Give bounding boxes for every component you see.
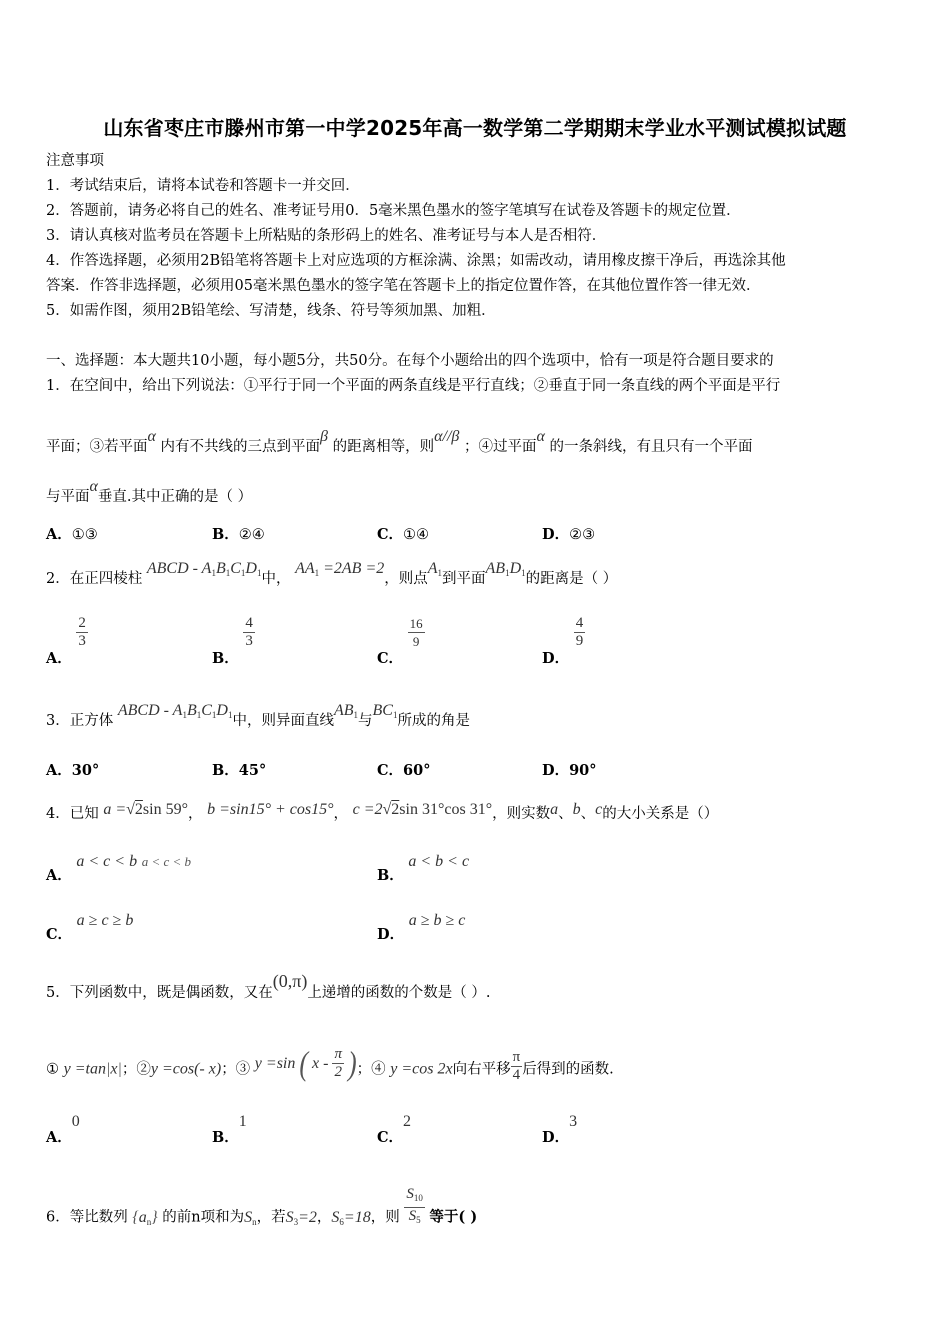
q3-option-d[interactable]: D．90° xyxy=(542,762,597,779)
s3-value: $S_3=2$ xyxy=(285,1208,317,1227)
q1-text-2c: 的距离相等，则 xyxy=(332,439,435,455)
q3-option-b[interactable]: B．45° xyxy=(212,762,267,779)
q2-text-e: 的距离是（ ） xyxy=(525,571,618,587)
q1-line-3 xyxy=(46,478,253,506)
q1-text-2b: 内有不共线的三点到平面 xyxy=(160,439,321,455)
page-title: 山东省枣庄市滕州市第一中学2025年高一数学第二学期期末学业水平测试模拟试题 xyxy=(103,116,847,140)
prism-name: ABCD - $A_1B_1C_1D_1$ xyxy=(146,560,262,578)
q4-number: 4． xyxy=(46,806,70,822)
q3-text-a: 正方体 xyxy=(69,713,114,729)
q2-option-d[interactable]: D． $\frac{4}{9}$ xyxy=(542,615,584,667)
point-a1: $A_1$ xyxy=(427,560,443,578)
notice-item-5: 5．如需作图，须用2B铅笔绘、写清楚，线条、符号等须加黑、加粗． xyxy=(46,303,496,319)
q1-text-2d: ；④过平面 xyxy=(463,439,537,455)
q6-text-a: 等比数列 xyxy=(69,1209,128,1226)
q5-option-a[interactable]: A．0 xyxy=(46,1113,80,1146)
plane-ab1d1: $AB_1D_1$ xyxy=(485,560,526,578)
q1-option-a[interactable]: A．①③ xyxy=(46,526,98,543)
s6-value: $S_6=18$ xyxy=(331,1208,371,1227)
q2-stem xyxy=(46,560,618,592)
q1-text-3b: 垂直.其中正确的是（ ） xyxy=(97,489,253,505)
notice-item-3: 3．请认真核对监考员在答题卡上所粘贴的条形码上的姓名、准考证号与本人是否相符． xyxy=(46,228,607,244)
q2-text-a: 在正四棱柱 xyxy=(69,571,143,587)
fraction: $\frac{4}{9}$ xyxy=(575,615,584,649)
line-bc1: $BC_1$ xyxy=(372,702,398,720)
q6-text-d: ，则 xyxy=(370,1209,400,1226)
alpha-symbol: α xyxy=(89,478,98,495)
q3-number: 3． xyxy=(46,713,70,729)
q2-option-b[interactable]: B． $\frac{4}{3}$ xyxy=(212,615,253,667)
q4-stem: 4．已知 a =√2sin 59°， b =sin15° + cos15°， c =2√2sin 31°cos 31°，则实数a、b、c的大小关系是（） xyxy=(46,801,719,822)
q4-option-c[interactable]: C． a ≥ c ≥ b xyxy=(46,912,134,943)
ratio-fraction: $\frac{S_{10}}{S_5}$ xyxy=(406,1186,423,1225)
q3-option-a[interactable]: A．30° xyxy=(46,762,100,779)
length-condition: $AA_1 =2AB =2$ xyxy=(295,560,385,578)
q3-stem xyxy=(46,702,470,734)
q5-option-c[interactable]: C．2 xyxy=(377,1113,412,1146)
q1-text-2a: 平面；③若平面 xyxy=(46,439,148,455)
q6-number: 6． xyxy=(46,1209,70,1226)
alpha-symbol: α xyxy=(147,428,156,445)
shift-fraction: $\frac{\pi}{4}$ xyxy=(512,1049,521,1083)
q1-text-3a: 与平面 xyxy=(46,489,90,505)
q2-option-c[interactable]: C． $\frac{16}{9}$ xyxy=(377,616,423,667)
line-ab1: $AB_1$ xyxy=(333,702,358,720)
notice-item-2: 2．答题前，请务必将自己的姓名、准考证号用0．5毫米黑色墨水的签字笔填写在试卷及答题卡的规定位置． xyxy=(46,203,741,219)
q5-option-b[interactable]: B．1 xyxy=(212,1113,247,1146)
notice-item-1: 1．考试结束后，请将本试卷和答题卡一并交回． xyxy=(46,178,360,194)
q4-option-b[interactable]: B． a < b < c xyxy=(377,853,470,884)
q4-text-a: 已知 xyxy=(69,806,99,822)
q2-text-d: 到平面 xyxy=(442,571,486,587)
var-c: c xyxy=(595,801,603,818)
q3-option-c[interactable]: C．60° xyxy=(377,762,431,779)
func-3: y =sin ( x - $\frac{\pi}{2}$ ) xyxy=(254,1044,357,1083)
q1-line-2 xyxy=(46,428,753,456)
fraction: $\frac{4}{3}$ xyxy=(245,615,253,649)
q1-line-1 xyxy=(46,377,780,395)
q1-text-2e: 的一条斜线，有且只有一个平面 xyxy=(549,439,753,455)
parallel-expr: α//β xyxy=(434,428,460,445)
notice-item-4: 4．作答选择题，必须用2B铅笔将答题卡上对应选项的方框涂满、涂黑；如需改动，请用橡皮擦干净后，再选涂其他 xyxy=(46,253,786,269)
q4-option-d[interactable]: D． a ≥ b ≥ c xyxy=(377,912,466,943)
q5-option-d[interactable]: D．3 xyxy=(542,1113,578,1146)
alpha-symbol: α xyxy=(536,428,545,445)
q2-text-b: 中， xyxy=(261,571,291,587)
sum-sn: $S_n$ xyxy=(244,1208,257,1227)
notice-item-4-cont: 答案．作答非选择题，必须用05毫米黑色墨水的签字笔在答题卡上的指定位置作答，在其他位置作答一律无效． xyxy=(46,278,761,294)
func-2: y =cos(- x) xyxy=(150,1060,222,1078)
q2-text-c: ，则点 xyxy=(384,571,428,587)
q5-number: 5． xyxy=(46,985,70,1001)
q2-option-a[interactable]: A． $\frac{2}{3}$ xyxy=(46,615,86,667)
var-b: b xyxy=(572,801,581,818)
q1-text-1: 在空间中，给出下列说法：①平行于同一个平面的两条直线是平行直线；②垂直于同一条直线的两个平面是平行 xyxy=(69,378,781,394)
q5-stem xyxy=(46,971,491,1002)
q5-text-a: 下列函数中，既是偶函数，又在 xyxy=(69,985,273,1001)
q1-option-c[interactable]: C．①④ xyxy=(377,526,430,543)
q1-number: 1． xyxy=(46,378,70,394)
fraction: $\frac{16}{9}$ xyxy=(409,616,423,649)
expr-b: b =sin15° + cos15° xyxy=(207,801,334,818)
q1-option-b[interactable]: B．②④ xyxy=(212,526,265,543)
section-heading: 一、选择题：本大题共10小题，每小题5分，共50分。在每个小题给出的四个选项中，恰有一项是符合题目要求的 xyxy=(46,353,774,369)
q3-text-d: 所成的角是 xyxy=(397,713,470,729)
q6-text-b: 的前n项和为 xyxy=(162,1209,245,1226)
notice-heading: 注意事项 xyxy=(46,153,104,169)
q6-stem: 6．等比数列 $\{a_n\}$ 的前n项和为$S_n$，若$S_3=2$，$S_6=18$，则 $\frac{S_{10}}{S_5}$ 等于( ) xyxy=(46,1196,477,1239)
expr-c: c =2√2sin 31°cos 31° xyxy=(352,801,493,818)
q4-option-a[interactable]: A． a < c < b a < c < b xyxy=(46,853,192,884)
q6-text-e: 等于( ) xyxy=(429,1208,478,1226)
q4-text-c: 的大小关系是（） xyxy=(602,806,719,822)
q3-text-b: 中，则异面直线 xyxy=(232,713,334,729)
q4-text-b: ，则实数 xyxy=(492,806,551,822)
q1-option-d[interactable]: D．②③ xyxy=(542,526,596,543)
cube-name: ABCD - $A_1B_1C_1D_1$ xyxy=(117,702,233,720)
q2-number: 2． xyxy=(46,571,70,587)
func-4: y =cos 2x xyxy=(390,1060,453,1078)
beta-symbol: β xyxy=(320,428,328,445)
expr-a: a =√2sin 59° xyxy=(103,801,188,818)
func-1: y =tan|x| xyxy=(63,1060,122,1078)
fraction: $\frac{2}{3}$ xyxy=(78,615,86,649)
q6-text-c: ，若 xyxy=(256,1209,286,1226)
q3-text-c: 与 xyxy=(358,713,373,729)
q5-text-b: 上递增的函数的个数是（ ）. xyxy=(307,985,491,1001)
var-a: a xyxy=(550,801,559,818)
q5-functions: ① y =tan|x|；②y =cos(- x)；③ y =sin ( x - $\frac{\pi}{2}$ )；④ y =cos 2x向右平移 $\frac{\pi}{4}$ 后得到的函数. xyxy=(46,1044,614,1083)
sequence-an: $\{a_n\}$ xyxy=(132,1208,158,1227)
interval: (0,π) xyxy=(272,971,308,991)
